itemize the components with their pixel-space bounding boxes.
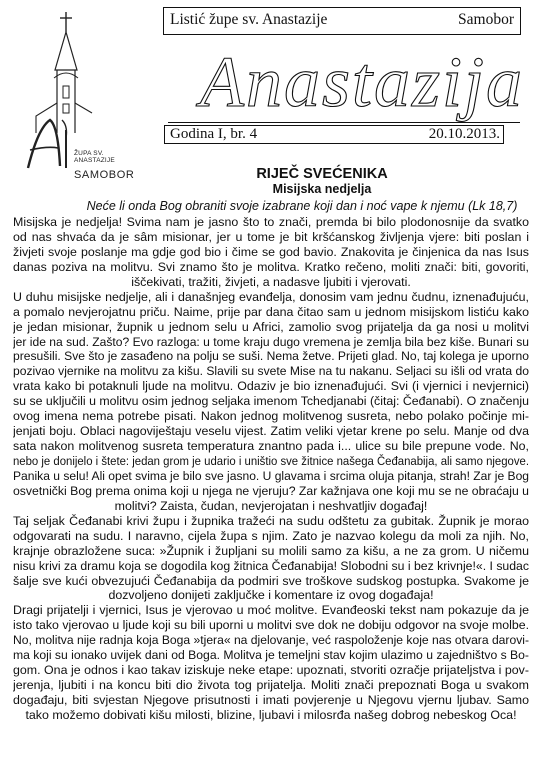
- issue-date: 20.10.2013.: [428, 126, 500, 142]
- body-line: od nas shvaća da je sâm misionar, jer u tome je bit kršćanskog življenja vjere: biti poslan i: [13, 229, 529, 244]
- body-line: je jedan misionar, župnik u jednom selu u Africi, zamolio svog prijatelja da ga nosi u molitvi: [13, 319, 529, 334]
- body-line: događaju, biti svjestan Njegove prisutnosti i imati povjerenje u Njegovu vjernu ljubav. Samo: [13, 693, 529, 707]
- header-town: Samobor: [458, 11, 514, 28]
- body-line: vrata kako bi potaknuli ljude na molitvu. Odaziv je bio iznenađujući. Svi (i vjernici i nevjernici): [13, 379, 529, 394]
- body-line: Taj seljak Čeđanabi krivi župu i župnika tražeći na sudu odštetu za gubitak. Župnik je morao: [13, 513, 529, 528]
- article-body: [13, 215, 529, 723]
- body-line: krajnje obrazložene suca: »Župnik i župljani su molili samo za kišu, a ne za grom. U ničemu: [13, 543, 529, 558]
- body-line: isto tako vjerovao u ljude koji su bili uporni u molitvi sve dok ne dobiju odgovor na svoje molbe.: [13, 618, 529, 633]
- body-line: jerenja, ljubiti i na koncu biti dio života tog prijatelja. Moliti znači prepoznati Boga u svakom: [13, 678, 529, 693]
- article-subtitle: Misijska nedjelja: [272, 182, 372, 196]
- bulletin-name: Listić župe sv. Anastazije: [170, 11, 328, 28]
- body-line: pozivao vjernike na molitvu za kišu. Slavili su svete Mise na tu nakanu. Seljaci su išli od vrata do: [13, 364, 529, 379]
- body-line: danas poziva na molitvu. Svi znamo što je molitva. Kratko rečeno, moliti znači: biti, govoriti,: [13, 259, 529, 274]
- body-line: tako možemo dobivati kišu milosti, blizine, ljubavi i milosrđa našeg dobrog nebeskog Oca!: [25, 707, 517, 722]
- body-line: Misijska je nedjelja! Svima nam je jasno što to znači, premda bi bilo plodonosnije da svatko: [13, 215, 529, 229]
- body-line: nisu krivi za dramu koja se dogodila kog žitnica Čeđanabija! Slobodni su i bez krivnje!«. I sudac: [13, 558, 529, 573]
- body-line: gom. Ona je odnos i kao takav iziskuje neke etape: upoznati, stvoriti ozračje prijateljstva i pov-: [13, 663, 529, 678]
- body-line: iščekivati, tražiti, živjeti, a nadasve ljubiti i vjerovati.: [131, 274, 411, 289]
- issue-box: [164, 125, 504, 144]
- body-line: No, molitva nije radnja koja Boga »tjera« na djelovanje, već raspoloženje koje nas otvara darovi-: [13, 633, 529, 648]
- scripture-quote: Neće li onda Bog obraniti svoje izabrane koji dan i noć vape k njemu (Lk 18,7): [86, 199, 518, 213]
- body-line: molitvi? Zaista, čudan, nevjerojatan i neshvatljiv događaj!: [114, 498, 428, 513]
- body-line: sata nakon molitvenog susreta temperatura znantno pada i... ulice su bile prepune vode. No,: [13, 439, 529, 454]
- logo-line1: ŽUPA SV.: [74, 150, 104, 157]
- header-box: [163, 7, 521, 35]
- masthead-divider: [168, 122, 520, 123]
- logo-caption: [74, 150, 115, 164]
- body-line: presušili. Sve što je zasađeno na polju se suši. Nema žetve. Prijeti glad. No, taj kolega je uporno: [13, 349, 529, 364]
- body-line: Dragi prijatelji i vjernici, Isus je vjerovao u moć molitve. Evanđeoski tekst nam pokazuje da je: [13, 603, 529, 618]
- issue-number: Godina I, br. 4: [170, 126, 258, 142]
- logo-line2: ANASTAZIJE: [74, 157, 115, 164]
- body-line: osvetnički Bog prema onima koji u njega ne vjeruju? Zar kažnjava one koji mu se ne obraćaju u: [13, 483, 529, 498]
- body-line: odgovarati na sudu. I naravno, cijela župa s njim. Zato je nazvao kolegu da moli za njih. No,: [13, 528, 529, 543]
- masthead-title: Anastazija: [200, 42, 525, 122]
- body-line: jer ide na sud. Zašto? Evo razloga: u tome kraju dugo vremena je zemlja bila bez kiše. Bunari su: [13, 334, 529, 349]
- body-line: ma koji su ionako uvijek dani od Boga. Molitva je temeljni stav kojim ulazimo u zajedništvo s Bo-: [13, 648, 529, 663]
- body-line: nebo je donijelo i štete: jedan grom je udario i uništio sve žitnice našega Čeđanabija, ali samo njegove.: [13, 454, 529, 468]
- body-line: živjeti svoje poslanje ma gdje god bio i čime se god bavio. Znakovita je činjenica da nas Isus: [13, 244, 529, 259]
- body-line: U duhu misijske nedjelje, ali i današnjeg evanđelja, donosim vam jednu čudnu, iznenađujuću,: [13, 289, 529, 304]
- body-line: a pomalo nevjerojatnu priču. Naime, prije par dana čitao sam u jednom misijskom listiću kako: [13, 304, 529, 319]
- body-line: dozvoljeno donijeti zaključke i komentare iz ovog događaja!: [108, 588, 434, 603]
- body-line: jenjati boju. Oblaci nagoviještaju veselu vijest. Zatim veliki vjetar krene po selu. Manje od dva: [13, 424, 529, 439]
- parish-logo: [8, 8, 158, 183]
- body-line: šalje sve kući obvezujući Čeđanabija da podmiri sve troškove sudskog postupka. Svakome je: [13, 573, 529, 588]
- body-line: ovog imena nema potrebe pisati. Nakon jednog molitvenog susreta, nebo polako počinje mi-: [13, 409, 529, 424]
- body-line: su se uključili u molitvu osim jednog seljaka imenom Tchedjanabi (čitaj: Čeđanabi). O značenju: [13, 394, 529, 409]
- article-title: RIJEČ SVEĆENIKA: [256, 166, 388, 182]
- logo-town: SAMOBOR: [74, 169, 135, 181]
- body-line: Panika u selu! Ali opet svima je bilo sve jasno. U glavama i srcima oluja pitanja, strah! Zar je Bog: [13, 468, 529, 483]
